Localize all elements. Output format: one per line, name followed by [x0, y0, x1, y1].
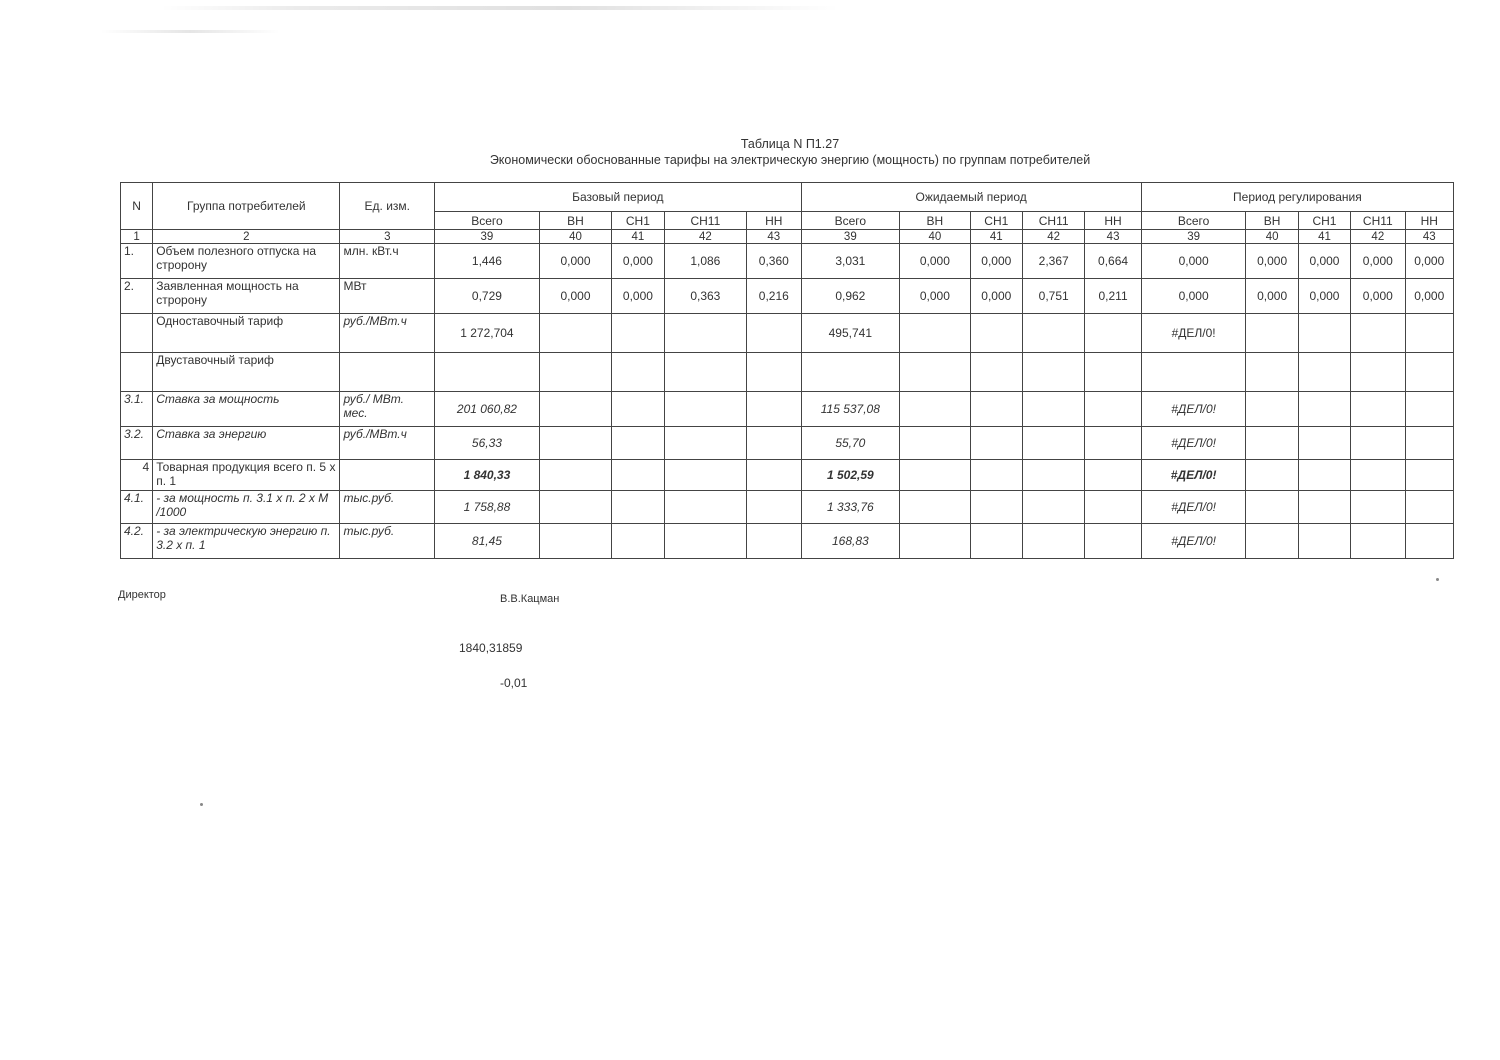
expected-nn [1085, 427, 1141, 460]
subheader-cell: СН1 [970, 212, 1022, 230]
row-unit: тыс.руб. [340, 491, 435, 524]
row-unit: руб./МВт.ч [340, 427, 435, 460]
row-name: Товарная продукция всего п. 5 х п. 1 [153, 460, 340, 491]
row-name: Одноставочный тариф [153, 314, 340, 353]
column-number: 39 [435, 230, 540, 244]
base-sn11 [664, 427, 747, 460]
base-vn [539, 314, 611, 353]
column-number: 40 [900, 230, 970, 244]
row-name: Двуставочный тариф [153, 353, 340, 392]
table-row [121, 427, 1454, 460]
expected-vn: 0,000 [900, 279, 970, 314]
expected-nn [1085, 524, 1141, 559]
subheader-cell: СН11 [1351, 212, 1405, 230]
table-row [121, 244, 1454, 279]
row-name: Заявленная мощность на стророну [153, 279, 340, 314]
regulation-total: 0,000 [1141, 244, 1246, 279]
table-row [121, 353, 1454, 392]
base-sn1 [612, 314, 664, 353]
column-number: 43 [747, 230, 801, 244]
base-vn [539, 524, 611, 559]
regulation-sn11 [1351, 460, 1405, 491]
base-vn [539, 427, 611, 460]
expected-sn1: 0,000 [970, 244, 1022, 279]
regulation-sn11 [1351, 314, 1405, 353]
expected-sn1 [970, 491, 1022, 524]
regulation-nn: 0,000 [1405, 244, 1454, 279]
base-total: 1 758,88 [435, 491, 540, 524]
column-number: 40 [1246, 230, 1298, 244]
regulation-nn [1405, 427, 1454, 460]
base-sn1: 0,000 [612, 279, 664, 314]
table-row [121, 491, 1454, 524]
expected-sn1 [970, 353, 1022, 392]
base-total: 1 272,704 [435, 314, 540, 353]
expected-sn1 [970, 314, 1022, 353]
row-number: 2. [121, 279, 153, 314]
table-row [121, 314, 1454, 353]
expected-sn11 [1022, 314, 1084, 353]
regulation-total: #ДЕЛ/0! [1141, 392, 1246, 427]
subheader-cell: Всего [801, 212, 900, 230]
base-nn [747, 427, 801, 460]
expected-total: 0,962 [801, 279, 900, 314]
subheader-cell: ВН [900, 212, 970, 230]
row-name: Объем полезного отпуска на стророну [153, 244, 340, 279]
subheader-cell: Всего [435, 212, 540, 230]
table-title: Таблица N П1.27 [740, 137, 840, 151]
base-sn1: 0,000 [612, 244, 664, 279]
regulation-sn1: 0,000 [1298, 279, 1350, 314]
row-number: 4 [121, 460, 153, 491]
base-nn [747, 392, 801, 427]
regulation-sn11 [1351, 427, 1405, 460]
signatory-position: Директор [118, 589, 166, 601]
signatory-name: В.В.Кацман [500, 593, 560, 605]
subheader-cell: СН11 [1022, 212, 1084, 230]
row-name: Ставка за мощность [153, 392, 340, 427]
expected-total: 115 537,08 [801, 392, 900, 427]
base-sn11 [664, 314, 747, 353]
regulation-total: 0,000 [1141, 279, 1246, 314]
column-number: 41 [612, 230, 664, 244]
column-number: 39 [801, 230, 900, 244]
expected-nn [1085, 491, 1141, 524]
subheader-cell: НН [1085, 212, 1141, 230]
expected-sn11 [1022, 427, 1084, 460]
expected-vn [900, 314, 970, 353]
base-sn11 [664, 392, 747, 427]
header-base-period: Базовый период [435, 183, 801, 212]
base-total [435, 353, 540, 392]
base-total: 56,33 [435, 427, 540, 460]
expected-vn [900, 460, 970, 491]
row-unit: руб./ МВт. мес. [340, 392, 435, 427]
regulation-vn: 0,000 [1246, 279, 1298, 314]
row-unit [340, 460, 435, 491]
expected-sn11 [1022, 392, 1084, 427]
row-number: 4.2. [121, 524, 153, 559]
regulation-sn1 [1298, 460, 1350, 491]
column-number: 42 [1022, 230, 1084, 244]
base-sn11: 0,363 [664, 279, 747, 314]
regulation-sn1 [1298, 353, 1350, 392]
base-sn1 [612, 460, 664, 491]
subheader-cell: Всего [1141, 212, 1246, 230]
scan-dot [1436, 578, 1439, 581]
regulation-vn [1246, 314, 1298, 353]
table-row [121, 279, 1454, 314]
row-unit [340, 353, 435, 392]
header-n: N [121, 183, 153, 230]
regulation-vn [1246, 353, 1298, 392]
base-vn: 0,000 [539, 279, 611, 314]
header-unit: Ед. изм. [340, 183, 435, 230]
base-sn1 [612, 353, 664, 392]
table-row [121, 392, 1454, 427]
expected-total: 1 333,76 [801, 491, 900, 524]
header-group: Группа потребителей [153, 183, 340, 230]
expected-sn1: 0,000 [970, 279, 1022, 314]
regulation-vn [1246, 460, 1298, 491]
expected-vn [900, 491, 970, 524]
subheader-cell: НН [1405, 212, 1454, 230]
base-total: 1,446 [435, 244, 540, 279]
base-vn [539, 392, 611, 427]
expected-vn [900, 427, 970, 460]
base-total: 81,45 [435, 524, 540, 559]
regulation-sn11 [1351, 353, 1405, 392]
regulation-vn: 0,000 [1246, 244, 1298, 279]
row-number: 4.1. [121, 491, 153, 524]
row-name: - за электрическую энергию п. 3.2 х п. 1 [153, 524, 340, 559]
expected-vn [900, 524, 970, 559]
expected-total: 495,741 [801, 314, 900, 353]
column-number: 39 [1141, 230, 1246, 244]
regulation-vn [1246, 427, 1298, 460]
column-number: 43 [1405, 230, 1454, 244]
regulation-vn [1246, 491, 1298, 524]
column-number: 41 [1298, 230, 1350, 244]
column-number: 41 [970, 230, 1022, 244]
expected-sn11: 2,367 [1022, 244, 1084, 279]
regulation-total: #ДЕЛ/0! [1141, 427, 1246, 460]
regulation-total: #ДЕЛ/0! [1141, 460, 1246, 491]
expected-sn1 [970, 427, 1022, 460]
base-sn1 [612, 491, 664, 524]
table-row [121, 460, 1454, 491]
regulation-nn [1405, 314, 1454, 353]
base-vn [539, 491, 611, 524]
scan-dot [200, 803, 203, 806]
base-nn [747, 491, 801, 524]
base-sn11 [664, 460, 747, 491]
scan-artifact [160, 6, 840, 10]
regulation-nn [1405, 491, 1454, 524]
base-vn [539, 460, 611, 491]
regulation-nn [1405, 392, 1454, 427]
column-number: 2 [153, 230, 340, 244]
header-row-numbers [121, 230, 1454, 244]
regulation-sn11 [1351, 491, 1405, 524]
column-number: 42 [664, 230, 747, 244]
expected-sn11 [1022, 524, 1084, 559]
table-row [121, 524, 1454, 559]
base-nn [747, 353, 801, 392]
regulation-sn1 [1298, 524, 1350, 559]
expected-nn [1085, 353, 1141, 392]
base-vn: 0,000 [539, 244, 611, 279]
row-number [121, 314, 153, 353]
calc-value: 1840,31859 [459, 641, 523, 655]
subheader-cell: СН1 [1298, 212, 1350, 230]
table-subtitle: Экономически обоснованные тарифы на электрическую энергию (мощность) по группам потребителей [489, 153, 1091, 167]
expected-sn1 [970, 460, 1022, 491]
expected-vn [900, 353, 970, 392]
expected-total: 1 502,59 [801, 460, 900, 491]
regulation-sn11 [1351, 392, 1405, 427]
regulation-nn [1405, 524, 1454, 559]
regulation-sn1 [1298, 491, 1350, 524]
subheader-cell: СН11 [664, 212, 747, 230]
subheader-cell: СН1 [612, 212, 664, 230]
column-number: 3 [340, 230, 435, 244]
header-expected-period: Ожидаемый период [801, 183, 1141, 212]
row-number: 3.2. [121, 427, 153, 460]
base-sn11 [664, 353, 747, 392]
regulation-total: #ДЕЛ/0! [1141, 314, 1246, 353]
base-vn [539, 353, 611, 392]
table-caption [440, 136, 1140, 168]
scan-artifact [100, 30, 280, 33]
expected-sn11 [1022, 491, 1084, 524]
row-number [121, 353, 153, 392]
base-total: 201 060,82 [435, 392, 540, 427]
regulation-sn1: 0,000 [1298, 244, 1350, 279]
regulation-nn [1405, 353, 1454, 392]
base-total: 1 840,33 [435, 460, 540, 491]
regulation-sn1 [1298, 427, 1350, 460]
regulation-nn: 0,000 [1405, 279, 1454, 314]
base-sn1 [612, 524, 664, 559]
column-number: 1 [121, 230, 153, 244]
base-sn11 [664, 524, 747, 559]
expected-vn: 0,000 [900, 244, 970, 279]
regulation-total: #ДЕЛ/0! [1141, 491, 1246, 524]
row-name: Ставка за энергию [153, 427, 340, 460]
row-number: 1. [121, 244, 153, 279]
expected-vn [900, 392, 970, 427]
regulation-sn1 [1298, 392, 1350, 427]
column-number: 43 [1085, 230, 1141, 244]
regulation-sn11: 0,000 [1351, 279, 1405, 314]
regulation-vn [1246, 392, 1298, 427]
calc-difference: -0,01 [500, 676, 528, 690]
subheader-cell: НН [747, 212, 801, 230]
header-row-periods [121, 183, 1454, 212]
row-number: 3.1. [121, 392, 153, 427]
expected-nn [1085, 460, 1141, 491]
row-unit: тыс.руб. [340, 524, 435, 559]
column-number: 42 [1351, 230, 1405, 244]
expected-nn: 0,664 [1085, 244, 1141, 279]
base-sn11: 1,086 [664, 244, 747, 279]
regulation-sn11 [1351, 524, 1405, 559]
expected-total: 3,031 [801, 244, 900, 279]
subheader-cell: ВН [539, 212, 611, 230]
column-number: 40 [539, 230, 611, 244]
tariff-table [120, 182, 1454, 559]
base-nn [747, 314, 801, 353]
row-unit: млн. кВт.ч [340, 244, 435, 279]
expected-sn1 [970, 392, 1022, 427]
expected-total: 168,83 [801, 524, 900, 559]
regulation-total [1141, 353, 1246, 392]
expected-nn: 0,211 [1085, 279, 1141, 314]
base-total: 0,729 [435, 279, 540, 314]
subheader-cell: ВН [1246, 212, 1298, 230]
regulation-vn [1246, 524, 1298, 559]
expected-total [801, 353, 900, 392]
expected-sn11: 0,751 [1022, 279, 1084, 314]
base-sn11 [664, 491, 747, 524]
regulation-sn11: 0,000 [1351, 244, 1405, 279]
row-name: - за мощность п. 3.1 х п. 2 х М /1000 [153, 491, 340, 524]
expected-sn11 [1022, 460, 1084, 491]
expected-nn [1085, 392, 1141, 427]
row-unit: МВт [340, 279, 435, 314]
base-nn [747, 524, 801, 559]
base-nn: 0,216 [747, 279, 801, 314]
expected-nn [1085, 314, 1141, 353]
base-nn [747, 460, 801, 491]
expected-total: 55,70 [801, 427, 900, 460]
header-regulation-period: Период регулирования [1141, 183, 1453, 212]
row-unit: руб./МВт.ч [340, 314, 435, 353]
base-sn1 [612, 427, 664, 460]
regulation-total: #ДЕЛ/0! [1141, 524, 1246, 559]
regulation-nn [1405, 460, 1454, 491]
base-nn: 0,360 [747, 244, 801, 279]
base-sn1 [612, 392, 664, 427]
expected-sn11 [1022, 353, 1084, 392]
expected-sn1 [970, 524, 1022, 559]
regulation-sn1 [1298, 314, 1350, 353]
